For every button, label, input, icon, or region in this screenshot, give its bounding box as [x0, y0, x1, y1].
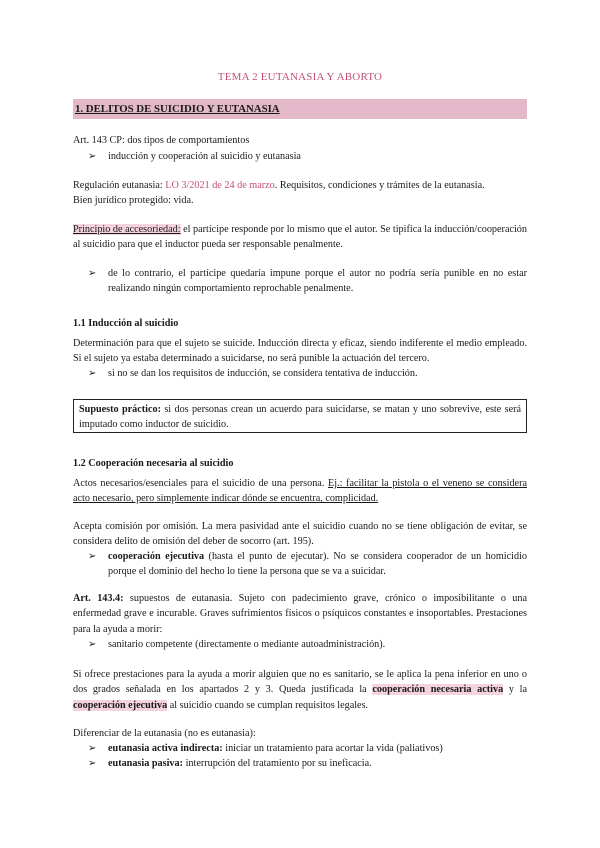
- arrow-bullet-icon: ➢: [88, 743, 97, 754]
- supuesto-practico-box: Supuesto práctico: si dos personas crean un acuerdo para suicidarse, se matan y uno sobrevive, este será imputado como inductor de suicidio.: [73, 399, 527, 433]
- paragraph-regulacion: Regulación eutanasia: LO 3/2021 de 24 de marzo. Requisitos, condiciones y trámites de la eutanasia. Bien jurídico protegido: vida.: [73, 180, 485, 207]
- paragraph-si-ofrece: Si ofrece prestaciones para la ayuda a morir alguien que no es sanitario, se le aplica la pena inferior en uno o dos grados señalada en los apartados 2 y 3. Queda justificada la cooperación necesaria activa y la cooperación ejecutiva al suicidio cuando se cumplan requisitos legales.: [73, 669, 528, 711]
- highlight-ejecutiva: cooperación ejecutiva: [73, 699, 168, 711]
- bullet-activa: ➢ eutanasia activa indirecta: iniciar un tratamiento para acortar la vida (paliativos): [88, 741, 527, 756]
- paragraph-diferenciar: Diferenciar de la eutanasia (no es eutanasia):: [73, 728, 256, 739]
- bullet-cooperacion: ➢ cooperación ejecutiva (hasta el punto de ejecutar). No se considera cooperador de un homicidio porque el dominio del hecho lo tiene la persona que se va a suicidar.: [88, 551, 527, 578]
- bullet-contrario: ➢ de lo contrario, el partícipe quedaría impune porque el autor no podría sería punible en no estar realizando ningún comportamiento reprochable penalmente.: [88, 268, 527, 295]
- bullet-induccion: ➢ inducción y cooperación al suicidio y eutanasia: [88, 149, 527, 164]
- arrow-bullet-icon: ➢: [88, 551, 97, 562]
- paragraph-art143: Art. 143 CP: dos tipos de comportamientos: [73, 135, 250, 146]
- section-heading-1: 1. DELITOS DE SUICIDIO Y EUTANASIA: [73, 99, 527, 119]
- subheading-1-2: 1.2 Cooperación necesaria al suicidio: [73, 458, 234, 469]
- bullet-tentativa: ➢ si no se dan los requisitos de inducción, se considera tentativa de inducción.: [88, 366, 527, 381]
- paragraph-actos: Actos necesarios/esenciales para el suicidio de una persona. Ej.: facilitar la pistola o el veneno se considera acto necesario, pero simplemente indicar dónde se encuentra, complicidad.: [73, 478, 527, 505]
- lo-reference: LO 3/2021 de 24 de marzo: [165, 180, 275, 191]
- principio-label: Principio de accesoriedad:: [73, 224, 181, 235]
- arrow-bullet-icon: ➢: [88, 268, 97, 279]
- bullet-sanitario: ➢ sanitario competente (directamente o mediante autoadministración).: [88, 637, 527, 652]
- subheading-1-1: 1.1 Inducción al suicidio: [73, 318, 179, 329]
- arrow-bullet-icon: ➢: [88, 758, 97, 769]
- paragraph-determinacion: Determinación para que el sujeto se suicide. Inducción directa y eficaz, siendo indiferente el medio empleado. Si el sujeto ya estaba determinado a suicidarse, no será punible la actuación del tercero.: [73, 338, 527, 365]
- paragraph-acepta: Acepta comisión por omisión. La mera pasividad ante el suicidio cuando no se tiene obligación de evitar, se considera delito de omisión del deber de socorro (art. 195).: [73, 521, 527, 548]
- bullet-pasiva: ➢ eutanasia pasiva: interrupción del tratamiento por su ineficacia.: [88, 756, 527, 771]
- paragraph-principio: Principio de accesoriedad: el partícipe responde por lo mismo que el autor. Se tipifica la inducción/cooperación al suicidio para que el inductor pueda ser responsable penalmente.: [73, 224, 527, 251]
- paragraph-art1434: Art. 143.4: supuestos de eutanasia. Sujeto con padecimiento grave, crónico o imposibilitante o una enfermedad grave e incurable. Graves sufrimientos físicos o psíquicos constantes e insoportables. Prestaciones para la ayuda a morir:: [73, 593, 527, 635]
- document-title: TEMA 2 EUTANASIA Y ABORTO: [217, 71, 383, 83]
- arrow-bullet-icon: ➢: [88, 639, 97, 650]
- arrow-bullet-icon: ➢: [88, 151, 97, 162]
- highlight-necesaria: cooperación necesaria activa: [372, 684, 504, 696]
- arrow-bullet-icon: ➢: [88, 368, 97, 379]
